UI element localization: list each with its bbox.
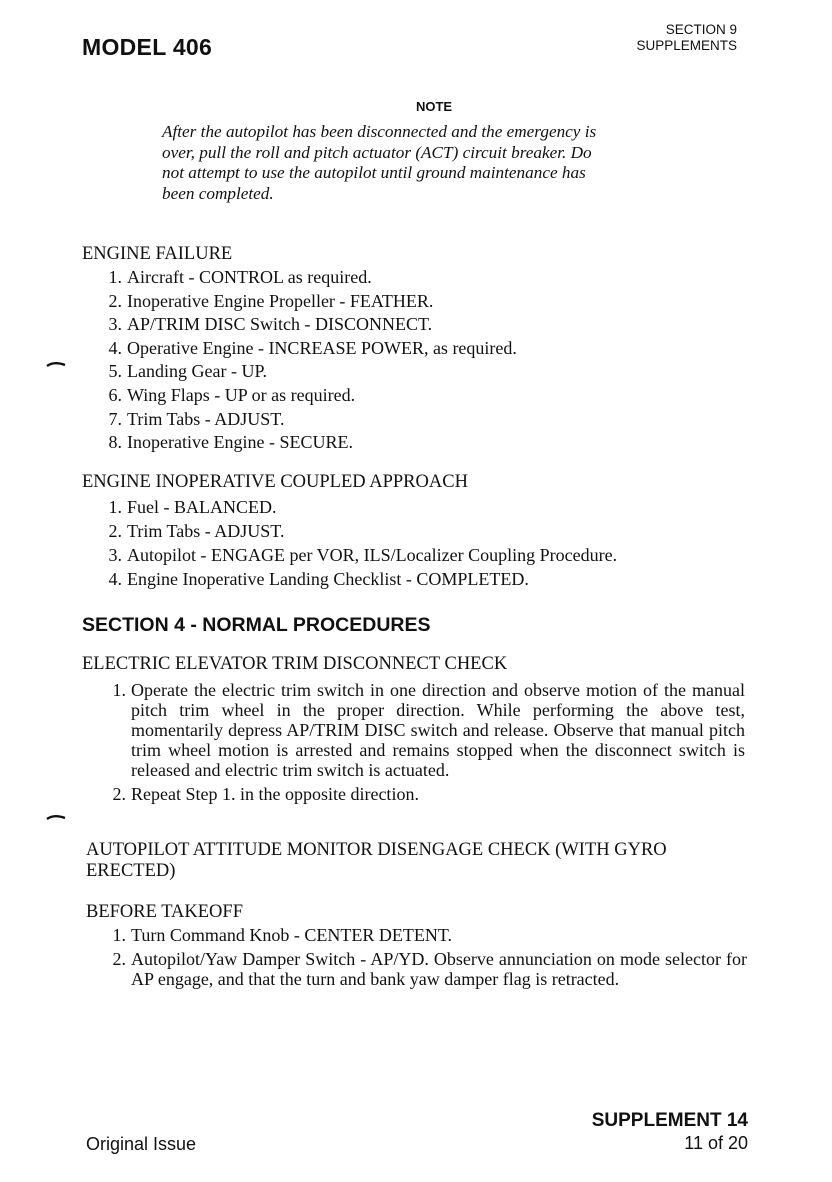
list-item: 6. Wing Flaps - UP or as required. <box>108 384 356 405</box>
section-number: SECTION 9 <box>665 22 737 37</box>
note-label: NOTE <box>415 99 453 114</box>
list-item: 2. Repeat Step 1. in the opposite direction. <box>112 784 419 804</box>
list-item: 1. Aircraft - CONTROL as required. <box>108 267 372 287</box>
list-item: 3. AP/TRIM DISC Switch - DISCONNECT. <box>108 314 433 335</box>
engine-failure-list <box>100 266 720 455</box>
trim-check-list <box>104 680 745 804</box>
coupled-approach-heading: ENGINE INOPERATIVE COUPLED APPROACH <box>82 472 468 492</box>
list-item: 3. Autopilot - ENGAGE per VOR, ILS/Localizer Coupling Procedure. <box>108 545 618 565</box>
list-item: 1. Turn Command Knob - CENTER DETENT. <box>112 925 452 945</box>
list-item: 2. Trim Tabs - ADJUST. <box>108 521 285 541</box>
before-takeoff-list <box>104 925 747 989</box>
supplement-number: SUPPLEMENT 14 <box>591 1110 748 1131</box>
list-item: 8. Inoperative Engine - SECURE. <box>108 432 353 453</box>
before-takeoff-heading: BEFORE TAKEOFF <box>86 902 243 922</box>
engine-failure-heading: ENGINE FAILURE <box>82 244 233 264</box>
list-item: 1. Fuel - BALANCED. <box>108 497 277 517</box>
list-item: 1. Operate the electric trim switch in one direction and observe motion of the manual pitch trim wheel in the proper direction. While performing the above test, momentarily depress AP/TRIM DISC switch and release. Observe that manual pitch trim wheel motion is arrested and remains stopped when the disconnect switch is released and electric trim switch is actuated. <box>112 680 745 780</box>
note-text: After the autopilot has been disconnected and the emergency is over, pull the roll and pitch actuator (ACT) circuit breaker. Do not attempt to use the autopilot until ground maintenance has been completed. <box>162 122 597 203</box>
section-header <box>636 22 737 54</box>
list-item: 4. Operative Engine - INCREASE POWER, as required. <box>108 337 517 358</box>
coupled-approach-list <box>100 495 750 591</box>
section-name: SUPPLEMENTS <box>636 38 737 53</box>
list-item: 2. Inoperative Engine Propeller - FEATHER. <box>108 290 434 311</box>
revision-mark <box>46 360 66 368</box>
list-item: 2. Autopilot/Yaw Damper Switch - AP/YD. Observe annunciation on mode selector for AP engage, and that the turn and bank yaw damper flag is retracted. <box>112 949 747 989</box>
page-number: 11 of 20 <box>684 1133 748 1153</box>
revision-mark <box>46 813 66 821</box>
monitor-check-heading: AUTOPILOT ATTITUDE MONITOR DISENGAGE CHECK (WITH GYRO ERECTED) <box>86 840 667 881</box>
trim-check-heading: ELECTRIC ELEVATOR TRIM DISCONNECT CHECK <box>82 654 508 674</box>
list-item: 7. Trim Tabs - ADJUST. <box>108 408 285 429</box>
model-title: MODEL 406 <box>82 34 213 60</box>
list-item: 4. Engine Inoperative Landing Checklist - COMPLETED. <box>108 569 529 589</box>
section-4-title: SECTION 4 - NORMAL PROCEDURES <box>82 614 431 636</box>
list-item: 5. Landing Gear - UP. <box>108 361 267 382</box>
original-issue-label: Original Issue <box>86 1134 197 1154</box>
